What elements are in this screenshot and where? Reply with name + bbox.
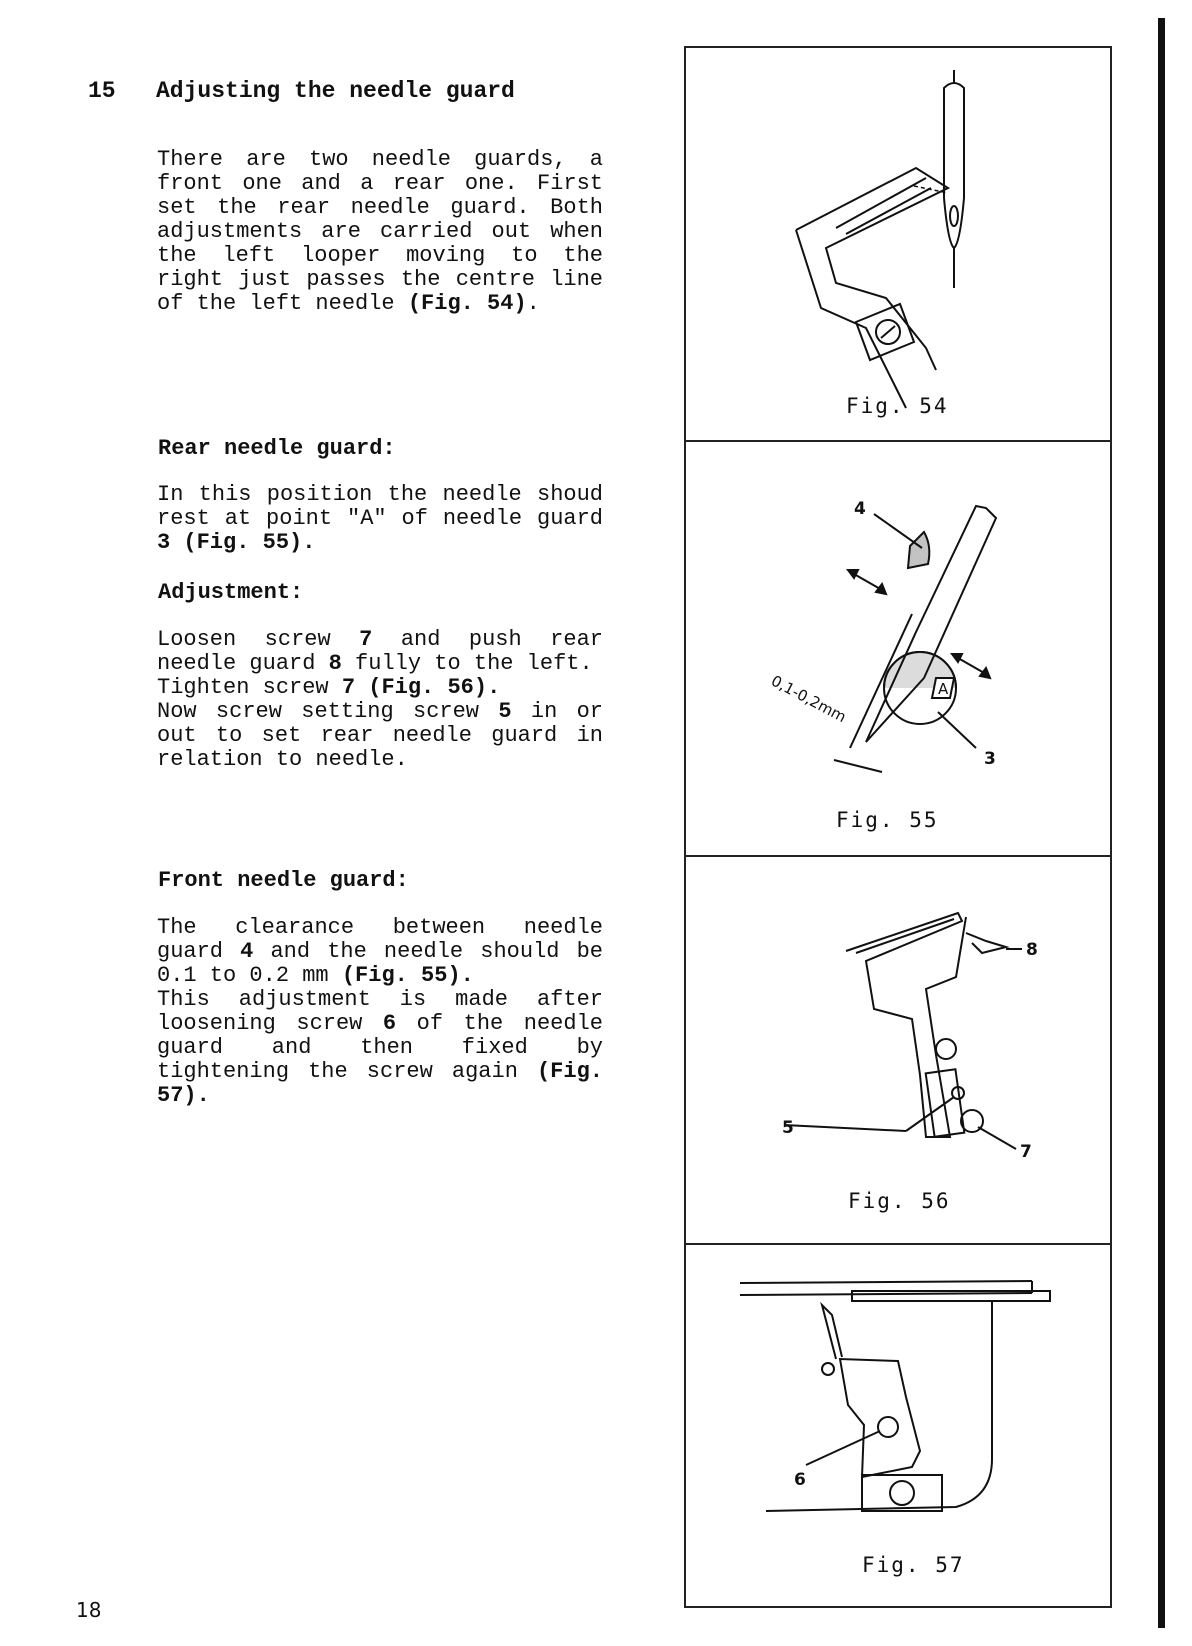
figure-54 [684,46,1112,442]
page-number: 18 [76,1598,102,1622]
intro-text: There are two needle guards, a front one and a rear one. First set the rear needle guard. Both adjustments are carried out when the left looper moving to the right just passes the centre line of the left needle [157,147,603,316]
figure-56 [684,855,1112,1245]
figure-57 [684,1243,1112,1608]
figure-55 [684,440,1112,857]
fig55-callout-4: 4 [854,499,866,519]
intro-paragraph [157,148,603,316]
adjustment-text-1: Loosen screw [157,627,360,652]
rear-part-number: 3 [157,530,171,555]
section-number: 15 [88,78,116,104]
adjustment-screw-5: 5 [498,699,512,724]
adjustment-text-3: fully to the left. [341,651,593,676]
rear-text: In this position the needle shoud rest at point "A" of needle guard [157,482,603,531]
front-fig-ref-55: (Fig. 55). [341,963,474,988]
intro-fig-ref: (Fig. 54) [407,291,527,316]
page-edge-rule [1158,18,1165,1628]
fig56-callout-8: 8 [1026,940,1038,960]
fig56-callout-5: 5 [782,1118,794,1138]
adjustment-text-4: Tighten screw [157,675,342,700]
fig56-label: Fig. 56 [848,1189,951,1213]
fig54-drawing [686,48,1114,444]
fig55-drawing [686,442,1114,859]
fig55-gap-label: 0,1-0,2mm [768,671,850,727]
front-fig-ref-57: (Fig. 57). [157,1059,603,1108]
fig54-label: Fig. 54 [846,394,949,418]
rear-guard-heading: Rear needle guard: [158,436,396,461]
adjustment-text-6: in or out to set rear needle guard in relation to needle. [157,699,603,772]
front-text-3: This adjustment is made after loosening screw [157,987,603,1036]
rear-fig-ref: (Fig. 55). [183,530,316,555]
adjustment-guard-8: 8 [328,651,342,676]
adjustment-screw-7: 7 [359,627,373,652]
fig57-callout-6: 6 [794,1470,806,1490]
front-text-4: of the needle guard and then fixed by tightening the screw again [157,1011,603,1084]
front-screw-6: 6 [382,1011,397,1036]
fig56-callout-7: 7 [1020,1142,1032,1162]
front-text-1: The clearance between needle guard [157,915,603,964]
section-title: Adjusting the needle guard [156,78,515,104]
front-text-2: and the needle should be 0.1 to 0.2 mm [157,939,603,988]
front-guard-heading: Front needle guard: [158,868,409,893]
front-guard-4: 4 [240,939,254,964]
adjustment-screw-7b: 7 [341,675,356,700]
fig57-label: Fig. 57 [862,1553,965,1577]
intro-tail: . [526,291,540,316]
fig55-label: Fig. 55 [836,808,939,832]
front-guard-paragraph [157,916,603,1108]
adjustment-heading: Adjustment: [158,580,304,605]
rear-guard-paragraph [157,483,603,555]
adjustment-text-2: and push rear needle guard [157,627,603,676]
adjustment-text-5: Now screw setting screw [157,699,499,724]
fig55-point-a: A [938,680,949,698]
adjustment-paragraph [157,628,603,772]
fig55-callout-3: 3 [984,749,996,769]
adjustment-fig-ref: (Fig. 56). [368,675,501,700]
